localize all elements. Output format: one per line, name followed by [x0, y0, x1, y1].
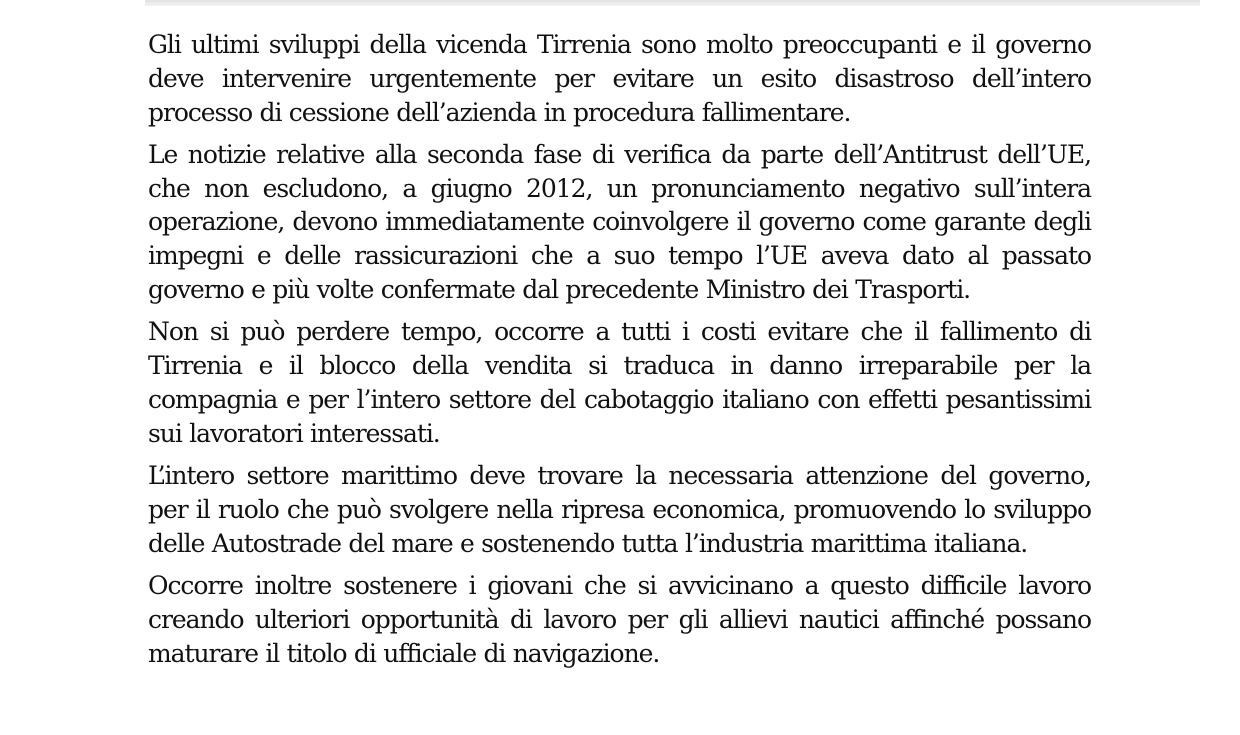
paragraph-no-time-to-lose: Non si può perdere tempo, occorre a tutti i costi evitare che il fallimento di Tirrenia e il blocco della vendita si traduca in danno irreparabile per la compagnia e per l’intero settore del cabotaggio italiano con effetti pesantissimi sui lavoratori interessati.: [148, 317, 1091, 448]
top-divider: [145, 0, 1200, 6]
paragraph-young-workers: Occorre inoltre sostenere i giovani che si avvicinano a questo difficile lavoro creando ulteriori opportunità di lavoro per gli allievi nautici affinché possano maturare il titolo di ufficiale di navigazione.: [148, 570, 1091, 668]
document-body: [148, 28, 1091, 679]
paragraph-tirrenia-developments: Gli ultimi sviluppi della vicenda Tirrenia sono molto preoccupanti e il governo deve intervenire urgentemente per evitare un esito disastroso dell’intero processo di cessione dell’azienda in procedura fallimentare.: [148, 30, 1091, 127]
paragraph-antitrust-verification: Le notizie relative alla seconda fase di verifica da parte dell’Antitrust dell’UE, che non escludono, a giugno 2012, un pronunciamento negativo sull’intera operazione, devono immediatamente coinvolgere il governo come garante degli impegni e delle rassicurazioni che a suo tempo l’UE aveva dato al passato governo e più volte confermate dal precedente Ministro dei Trasporti.: [148, 139, 1091, 305]
paragraph-maritime-sector: L’intero settore marittimo deve trovare la necessaria attenzione del governo, per il ruolo che può svolgere nella ripresa economica, promuovendo lo sviluppo delle Autostrade del mare e sostenendo tutta l’industria marittima italiana.: [148, 461, 1091, 558]
